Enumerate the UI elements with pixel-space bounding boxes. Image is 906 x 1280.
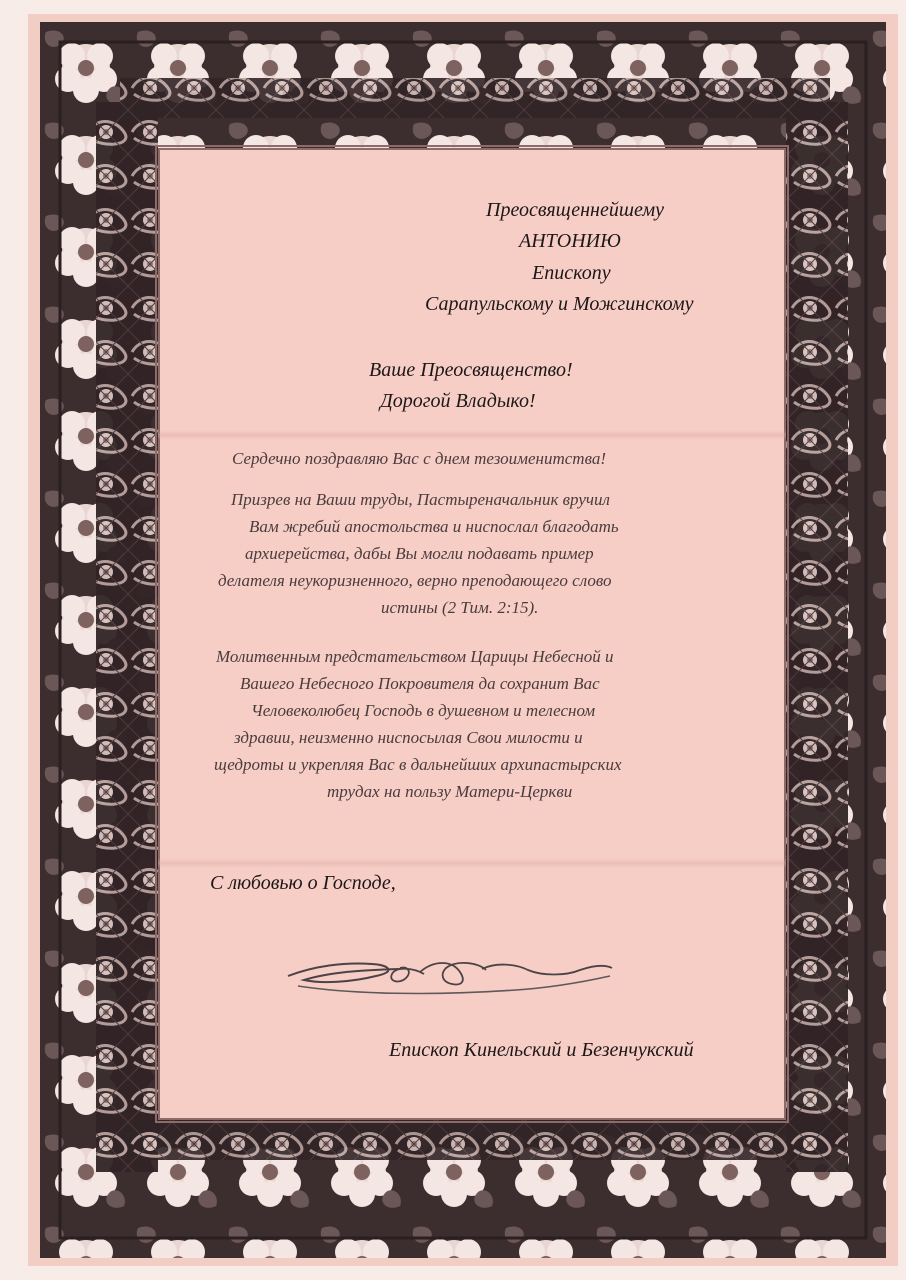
paragraph-1: Сердечно поздравляю Вас с днем тезоименитства!	[232, 449, 606, 468]
paragraph-2-line-2: Вам жребий апостольства и ниспослал благодать	[249, 517, 619, 536]
closing-line: С любовью о Господе,	[210, 872, 396, 894]
recipient-diocese-line: Сарапульскому и Можгинскому	[425, 293, 694, 315]
paragraph-2-line-4: делателя неукоризненного, верно преподающего слово	[218, 571, 612, 590]
recipient-rank-line: Епископу	[532, 262, 611, 284]
paragraph-2-line-5: истины (2 Тим. 2:15).	[381, 598, 539, 617]
paragraph-2-line-3: архиерейства, дабы Вы могли подавать пример	[245, 544, 594, 563]
fold-line	[158, 858, 786, 868]
paragraph-3-line-6: трудах на пользу Матери-Церкви	[327, 782, 573, 801]
paragraph-3-line-4: здравии, неизменно ниспосылая Свои милости и	[234, 728, 583, 747]
recipient-title-line: Преосвященнейшему	[486, 199, 664, 221]
handwritten-signature	[280, 942, 620, 1014]
sender-line: Епископ Кинельский и Безенчукский	[389, 1039, 694, 1061]
greeting-line-2: Дорогой Владыко!	[380, 390, 536, 412]
greeting-line-1: Ваше Преосвященство!	[369, 359, 573, 381]
fold-line	[158, 430, 786, 440]
paragraph-3-line-2: Вашего Небесного Покровителя да сохранит Вас	[240, 674, 600, 693]
recipient-name-line: АНТОНИЮ	[519, 230, 621, 252]
paragraph-2-line-1: Призрев на Ваши труды, Пастыреначальник вручил	[231, 490, 610, 509]
paragraph-3-line-1: Молитвенным предстательством Царицы Небесной и	[216, 647, 614, 666]
paragraph-3-line-5: щедроты и укрепляя Вас в дальнейших архипастырских	[214, 755, 622, 774]
paragraph-3-line-3: Человеколюбец Господь в душевном и телесном	[251, 701, 596, 720]
